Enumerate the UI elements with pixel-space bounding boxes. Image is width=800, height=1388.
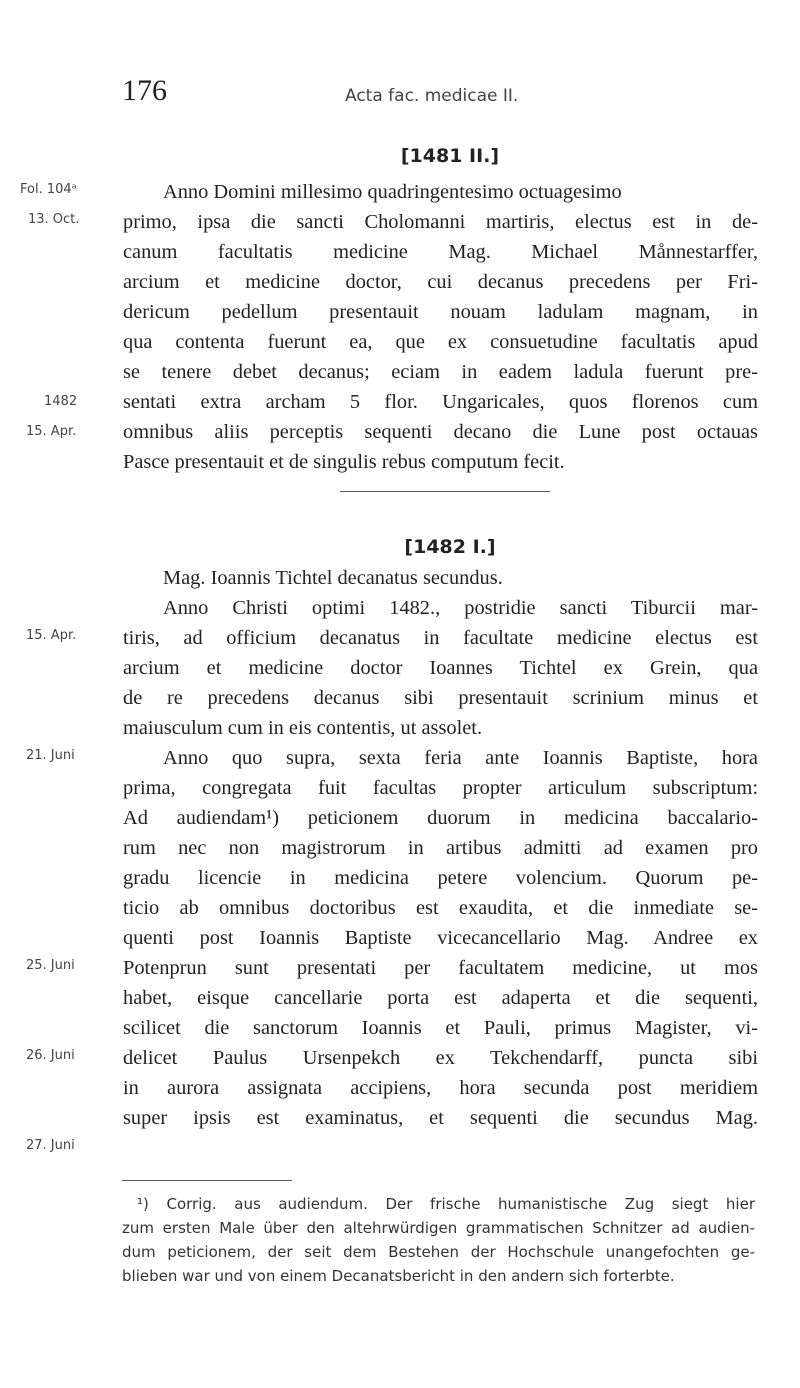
text-line: Anno quo supra, sexta feria ante Ioannis Baptiste, hora [163, 747, 758, 769]
section-divider [340, 491, 550, 492]
footnote-line: zum ersten Male über den altehrwürdigen grammatischen Schnitzer ad audien- [122, 1219, 755, 1237]
section-heading-1482: [1482 I.] [404, 536, 496, 558]
running-head: Acta fac. medicae II. [345, 86, 519, 106]
margin-note: 15. Apr. [26, 424, 77, 439]
text-line: qua contenta fuerunt ea, que ex consuetudine facultatis apud [123, 331, 758, 353]
section-heading-1481: [1481 II.] [400, 145, 500, 167]
text-line: Anno Christi optimi 1482., postridie sancti Tiburcii mar- [163, 597, 758, 619]
text-line: delicet Paulus Ursenpekch ex Tekchendarff, puncta sibi [123, 1047, 758, 1069]
text-line: Pasce presentauit et de singulis rebus computum fecit. [123, 451, 565, 473]
footnote-divider [122, 1180, 292, 1181]
footnote-line: dum peticionem, der seit dem Bestehen der Hochschule unangefochten ge- [122, 1243, 755, 1261]
margin-note: 15. Apr. [26, 628, 77, 643]
text-line: sentati extra archam 5 flor. Ungaricales, quos florenos cum [123, 391, 758, 413]
text-line: quenti post Ioannis Baptiste vicecancellario Mag. Andree ex [123, 927, 758, 949]
text-line: habet, eisque cancellarie porta est adaperta et die sequenti, [123, 987, 758, 1009]
text-line: omnibus aliis perceptis sequenti decano die Lune post octauas [123, 421, 758, 443]
text-line: ticio ab omnibus doctoribus est exaudita, et die inmediate se- [123, 897, 758, 919]
text-line: maiusculum cum in eis contentis, ut assolet. [123, 717, 483, 739]
text-line: canum facultatis medicine Mag. Michael Månnestarffer, [123, 241, 758, 263]
text-line: primo, ipsa die sancti Cholomanni martiris, electus est in de- [123, 211, 758, 233]
text-line: Potenprun sunt presentati per facultatem medicine, ut mos [123, 957, 758, 979]
text-line: Mag. Ioannis Tichtel decanatus secundus. [163, 567, 503, 589]
margin-note: Fol. 104ᵃ [20, 182, 77, 197]
text-line: arcium et medicine doctor Ioannes Tichtel ex Grein, qua [123, 657, 758, 679]
margin-note: 13. Oct. [28, 212, 80, 227]
text-line: prima, congregata fuit facultas propter articulum subscriptum: [123, 777, 758, 799]
footnote-line: ¹) Corrig. aus audiendum. Der frische humanistische Zug siegt hier [137, 1195, 755, 1213]
footnote-line: blieben war und von einem Decanatsbericht in den andern sich forterbte. [122, 1267, 675, 1285]
text-line: rum nec non magistrorum in artibus admitti ad examen pro [123, 837, 758, 859]
margin-note: 27. Juni [26, 1138, 75, 1153]
margin-note: 21. Juni [26, 748, 75, 763]
page-number: 176 [122, 74, 167, 107]
text-line: dericum pedellum presentauit nouam ladulam magnam, in [123, 301, 758, 323]
text-line: Anno Domini millesimo quadringentesimo octuagesimo [163, 181, 622, 203]
margin-note: 26. Juni [26, 1048, 75, 1063]
text-line: de re precedens decanus sibi presentauit scrinium minus et [123, 687, 758, 709]
margin-note: 1482 [44, 394, 78, 409]
text-line: super ipsis est examinatus, et sequenti die secundus Mag. [123, 1107, 758, 1129]
text-line: Ad audiendam¹) peticionem duorum in medicina baccalario- [123, 807, 758, 829]
text-line: tiris, ad officium decanatus in facultate medicine electus est [123, 627, 758, 649]
text-line: se tenere debet decanus; eciam in eadem ladula fuerunt pre- [123, 361, 758, 383]
text-line: scilicet die sanctorum Ioannis et Pauli, primus Magister, vi- [123, 1017, 758, 1039]
margin-note: 25. Juni [26, 958, 75, 973]
text-line: gradu licencie in medicina petere volencium. Quorum pe- [123, 867, 758, 889]
text-line: arcium et medicine doctor, cui decanus precedens per Fri- [123, 271, 758, 293]
text-line: in aurora assignata accipiens, hora secunda post meridiem [123, 1077, 758, 1099]
